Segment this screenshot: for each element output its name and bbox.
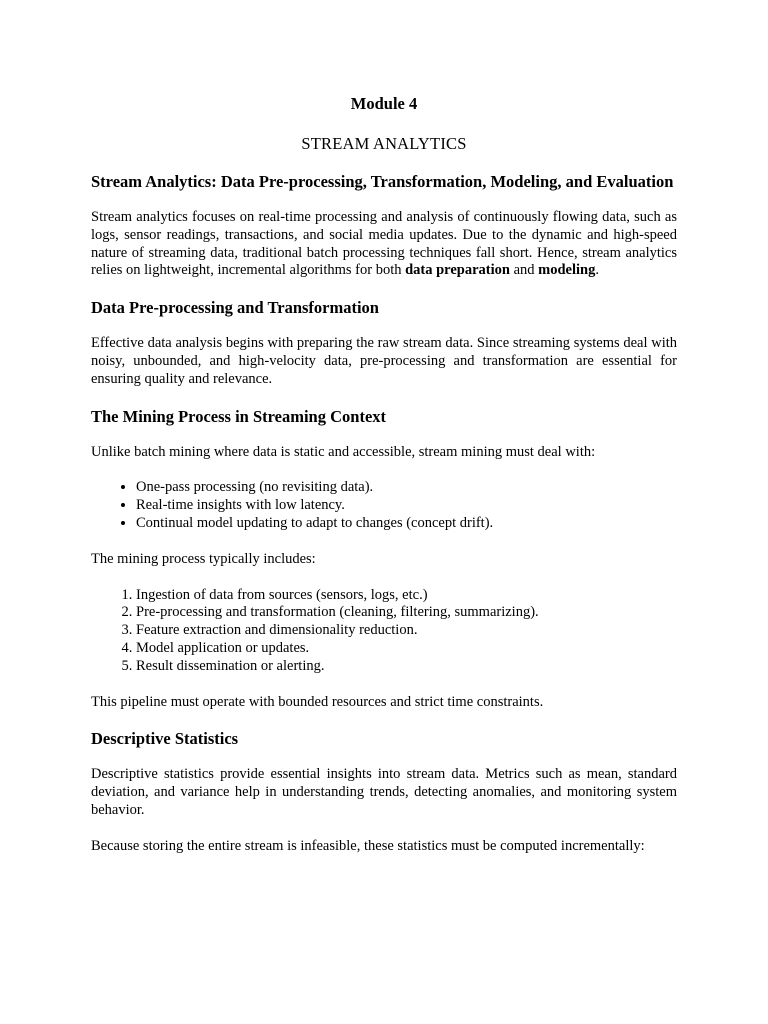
step-item: 4. Model application or updates.	[136, 640, 677, 658]
intro-text-after: .	[595, 262, 599, 279]
mining-heading: The Mining Process in Streaming Context	[91, 406, 387, 426]
bullet-item: • One-pass processing (no revisiting data).	[136, 479, 677, 497]
preprocessing-heading: Data Pre-processing and Transformation	[91, 298, 379, 318]
main-title: STREAM ANALYTICS	[301, 134, 467, 153]
descriptive-heading: Descriptive Statistics	[91, 729, 239, 749]
intro-text-middle: and	[509, 262, 539, 279]
preprocessing-paragraph: Effective data analysis begins with preparing the raw stream data. Since streaming systems deal with noisy, unbounded, and high-velocity data, pre-processing and transformation are essential for ensuring quality and relevance.	[91, 335, 677, 387]
module-title: Module 4	[350, 94, 418, 113]
process-step-list	[91, 587, 677, 676]
step-item: 2. Pre-processing and transformation (cleaning, filtering, summarizing).	[136, 604, 677, 622]
step-item: 5. Result dissemination or alerting.	[136, 658, 677, 676]
step-item: 3. Feature extraction and dimensionality reduction.	[136, 622, 677, 640]
process-intro: The mining process typically includes:	[91, 550, 316, 567]
intro-text-before: Stream analytics focuses on real-time processing and analysis of continuously flowing data, such as logs, sensor readings, transactions, and social media updates. Due to the dynamic and high-speed nature of streaming data, traditional batch processing techniques fall short. Hence, stream analytics relies on lightweight, incremental algorithms for both	[91, 209, 677, 279]
descriptive-paragraph: Descriptive statistics provide essential insights into stream data. Metrics such as mean, standard deviation, and variance help in understanding trends, detecting anomalies, and monitoring system behavior.	[91, 766, 677, 818]
bullet-item: • Continual model updating to adapt to changes (concept drift).	[136, 515, 677, 533]
intro-bold-modeling: modeling	[538, 262, 596, 279]
section-heading: Stream Analytics: Data Pre-processing, Transformation, Modeling, and Evaluation	[91, 172, 674, 191]
bullet-item: • Real-time insights with low latency.	[136, 497, 677, 515]
intro-paragraph	[91, 209, 677, 280]
pipeline-closing: This pipeline must operate with bounded resources and strict time constraints.	[91, 693, 544, 710]
mining-intro: Unlike batch mining where data is static and accessible, stream mining must deal with:	[91, 443, 596, 460]
intro-bold-data-preparation: data preparation	[405, 262, 510, 279]
mining-bullet-list	[91, 479, 677, 532]
step-item: 1. Ingestion of data from sources (sensors, logs, etc.)	[136, 587, 677, 605]
descriptive-paragraph-2: Because storing the entire stream is infeasible, these statistics must be computed incrementally:	[91, 837, 645, 854]
